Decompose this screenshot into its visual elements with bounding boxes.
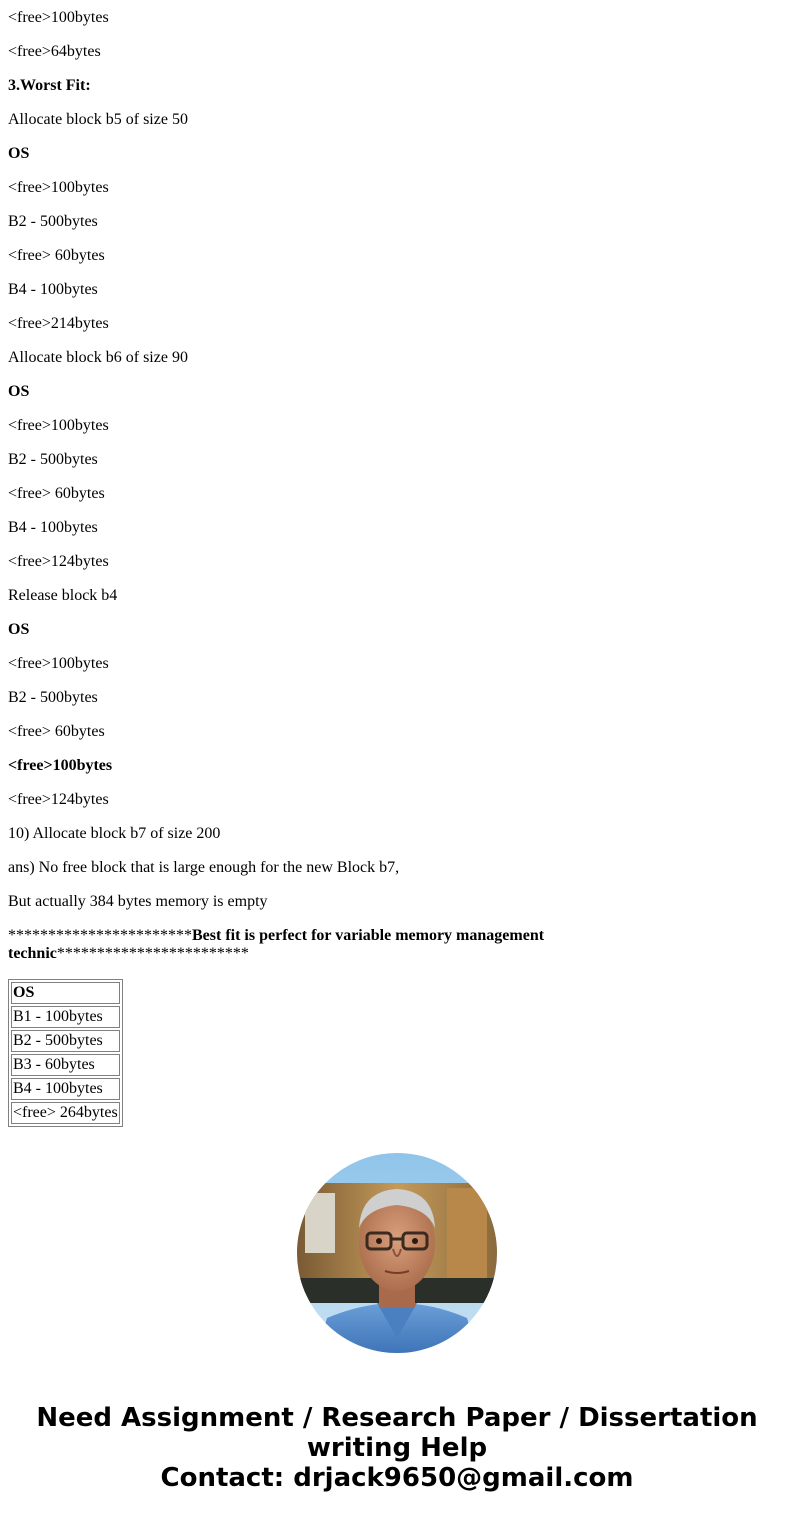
memory-block-cell: <free> 264bytes [11,1102,120,1124]
text-line: B4 - 100bytes [8,281,98,298]
text-line: B4 - 100bytes [8,519,98,536]
table-row [11,1030,120,1052]
author-photo [297,1153,497,1353]
promo-headline: Need Assignment / Research Paper / Dissertation writing Help [36,1403,758,1463]
table-row [11,1006,120,1028]
section-heading: OS [8,383,30,400]
table-row [11,982,120,1004]
text-line: <free> 60bytes [8,723,105,740]
text-line: Allocate block b6 of size 90 [8,349,188,366]
text-line: <free> 60bytes [8,485,105,502]
text-line: <free>100bytes [8,417,109,434]
text-line: <free>100bytes [8,179,109,196]
section-heading: 3.Worst Fit: [8,77,91,94]
conclusion-paragraph [8,927,568,963]
section-heading: <free>100bytes [8,757,113,774]
memory-block-cell: B2 - 500bytes [11,1030,120,1052]
memory-layout-table [8,979,123,1127]
memory-block-cell: B1 - 100bytes [11,1006,120,1028]
author-portrait-image [297,1153,497,1353]
text-line: Release block b4 [8,587,118,604]
text-line: 10) Allocate block b7 of size 200 [8,825,221,842]
text-line: B2 - 500bytes [8,689,98,706]
text-line: ans) No free block that is large enough for the new Block b7, [8,859,400,876]
text-line: <free>124bytes [8,553,109,570]
section-heading: OS [8,621,30,638]
table-row [11,1102,120,1124]
text-line: <free>124bytes [8,791,109,808]
text-line: <free> 60bytes [8,247,105,264]
text-line: <free>100bytes [8,9,109,26]
text-line: B2 - 500bytes [8,213,98,230]
text-line: <free>100bytes [8,655,109,672]
conclusion-statement: Best fit is perfect for variable memory management technic [8,927,545,962]
section-heading: OS [8,145,30,162]
text-line: B2 - 500bytes [8,451,98,468]
conclusion-stars-after: ************************ [56,945,249,962]
contact-line: Contact: drjack9650@gmail.com [160,1463,634,1493]
memory-block-cell: OS [11,982,120,1004]
table-row [11,1054,120,1076]
text-line: <free>214bytes [8,315,109,332]
conclusion-stars-before: *********************** [8,927,192,944]
memory-block-cell: B4 - 100bytes [11,1078,120,1100]
promo-footer [0,1403,794,1493]
text-line: <free>64bytes [8,43,101,60]
text-line: But actually 384 bytes memory is empty [8,893,268,910]
memory-block-cell: B3 - 60bytes [11,1054,120,1076]
text-line: Allocate block b5 of size 50 [8,111,188,128]
table-row [11,1078,120,1100]
